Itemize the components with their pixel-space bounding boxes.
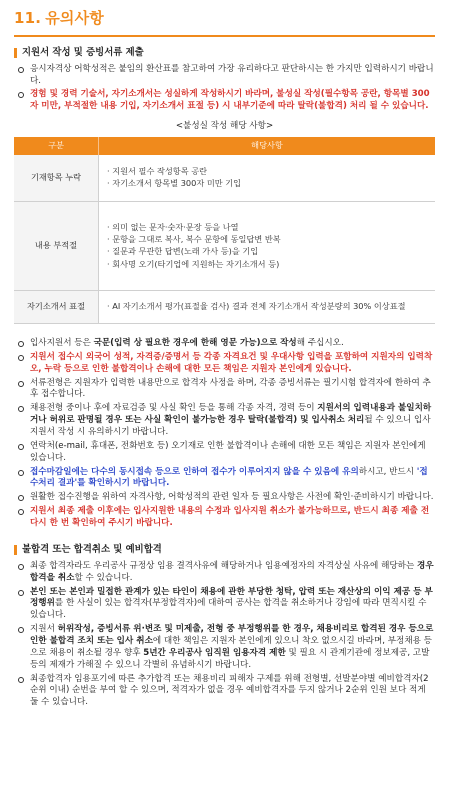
section-marker-icon [14,545,17,555]
table-row-item: · 자기소개서 항목별 300자 미만 기입 [107,178,242,189]
bullet-icon [18,92,24,98]
list-item-text: 응시자격상 어학성적은 붙임의 환산표를 참고하여 가장 유리하다고 판단하시는 한 가지만 입력하시기 바랍니다. [30,63,434,86]
table-row [14,290,435,323]
table-row-items [99,201,436,290]
bullet-icon [18,495,24,501]
table-row-items [99,290,436,323]
list-item-text: 본인 또는 본인과 밀접한 관계가 있는 타인이 채용에 관한 부당한 청탁, 압력 또는 재산상의 이익 제공 등 부정행위를 한 사실이 있는 합격자(부정합격자)에 대하여 공사는 합격을 취소하거나 강임에 따라 면직시킬 수 있습니다. [30,586,433,621]
bullet-icon [18,564,24,570]
section-heading-application [14,47,435,60]
list-item [14,674,435,710]
list-item-text: 입사지원서 등은 국문(입력 상 필요한 경우에 한해 영문 가능)으로 작성해 주십시오. [30,337,344,348]
bullet-icon [18,406,24,412]
table-header-category: 구분 [14,137,99,155]
list-item [14,352,435,376]
bullet-icon [18,444,24,450]
section-marker-icon [14,48,17,58]
list-item-text: 최종합격자 임용포기에 따른 추가합격 또는 채용비리 피해자 구제를 위해 전형별, 선발분야별 예비합격자(2순위 이내) 순번을 부여 할 수 있으며, 적격자가 없을 경우 예비합격자를 두지 않거나 2순위 인원 보다 적게 둘 수 있습니다. [30,673,429,708]
bullet-icon [18,381,24,387]
title-text: 유의사항 [45,9,104,27]
table-row-item: · 질문과 무관한 답변(노래 가사 등)을 기입 [107,246,259,257]
bullet-icon [18,627,24,633]
title-number: 11. [14,9,42,27]
section-heading-disqualification [14,544,435,557]
bullet-icon [18,590,24,596]
list-item-text: 최종 합격자라도 우리공사 규정상 임용 결격사유에 해당하거나 임용예정자의 자격상실 사유에 해당하는 경우 합격을 취소할 수 있습니다. [30,560,434,583]
bullet-icon [18,509,24,515]
list-item-text: 원활한 접수진행을 위하여 자격사항, 어학성적의 관련 일자 등 필요사항은 사전에 확인·준비하시기 바랍니다. [30,492,434,503]
list-item [14,587,435,623]
list-item [14,506,435,530]
list-item [14,338,435,350]
list-item-text: 지원서 접수시 외국어 성적, 자격증/증명서 등 각종 자격요건 및 우대사항 입력을 포함하여 지원자의 입력착오, 누락 등으로 인한 불합격이나 손해에 대한 모든 책임은 지원자 본인에게 있습니다. [30,351,433,374]
bullet-icon [18,67,24,73]
list-item [14,64,435,88]
table-row-item: · 회사명 오기(타기업에 지원하는 자기소개서 등) [107,258,280,269]
list-item [14,441,435,465]
table-caption: <불성실 작성 해당 사항> [175,121,274,132]
list-item-text: 지원서 허위작성, 증빙서류 위·변조 및 미제출, 전형 중 부정행위를 한 경우, 채용비리로 합격된 경우 등으로 인한 불합격 조치 또는 입사 취소에 대한 책임은 지원자 본인에게 있으니 착오 없으시길 바라며, 부정채용 등으로 채용이 취소될 경우 향후 5년간 우리공사 임직원 임용자격 제한 및 필요 시 관계기관에 정보제공, 고발 등의 제재가 가해질 수 있으니 각별히 유념하시기 바랍니다. [30,624,434,670]
list-item-text: 접수마감일에는 다수의 동시접속 등으로 인하여 접수가 이루어지지 않을 수 있음에 유의하시고, 반드시 '접수처리 결과'를 확인하시기 바랍니다. [30,466,428,489]
page-title [14,8,435,37]
table-row-label: 내용 부적절 [14,201,99,290]
insincere-writing-table [14,137,435,324]
list-item-text: 경험 및 경력 기술서, 자기소개서는 성실하게 작성하시기 바라며, 불성실 작성(필수항목 공란, 항목별 300자 미만, 부적절한 내용 기입, 자기소개서 표절 등) 시 내부기준에 따라 탈락(불합격) 처리 될 수 있습니다. [30,89,430,112]
bullet-icon [18,677,24,683]
table-row-label: 자기소개서 표절 [14,290,99,323]
table-row-item: · 지원서 필수 작성항목 공란 [107,166,208,177]
table-row-item: · AI 자기소개서 평가(표절율 검사) 결과 전체 자기소개서 작성분량의 30% 이상표절 [107,301,406,312]
table-row [14,155,435,202]
list-item [14,378,435,402]
bullet-icon [18,355,24,361]
bullet-icon [18,470,24,476]
bullet-icon [18,341,24,347]
table-row [14,201,435,290]
list-item-text: 연락처(e-mail, 휴대폰, 전화번호 등) 오기재로 인한 불합격이나 손해에 대한 모든 책임은 지원자 본인에게 있습니다. [30,440,426,463]
list-item-text: 서류전형은 지원자가 입력한 내용만으로 합격자 사정을 하며, 각종 증빙서류는 필기시험 합격자에 한하여 추후 접수합니다. [30,377,431,400]
table-row-item: · 의미 없는 문자·숫자·문장 등을 나열 [107,221,239,232]
list-item [14,467,435,491]
list-item [14,403,435,439]
table-row-items [99,155,436,202]
list-item-text: 채용전형 중이나 후에 자료검증 및 사실 확인 등을 통해 각종 자격, 경력 등이 지원서의 입력내용과 불일치하거나 허위로 판명될 경우 또는 사실 확인이 불가능한 경우 탈락(불합격) 및 입사취소 처리될 수 있으니 입사지원서 작성 시 유의하시기 바랍니다. [30,403,432,437]
table-row-label: 기재항목 누락 [14,155,99,202]
table-header-row [14,137,435,155]
list-item [14,561,435,585]
table-row-item: · 문항을 그대로 복사, 복수 문항에 동일답변 반복 [107,234,281,245]
list-item-text: 지원서 최종 제출 이후에는 입사지원한 내용의 수정과 입사지원 취소가 불가능하므로, 반드시 최종 제출 전 다시 한 번 확인하여 주시기 바랍니다. [30,506,430,528]
table-header-details: 해당사항 [99,137,436,155]
section-heading-text: 불합격 또는 합격취소 및 예비합격 [22,543,162,555]
list-item [14,89,435,113]
list-item [14,624,435,671]
list-item [14,492,435,504]
section-heading-text: 지원서 작성 및 증빙서류 제출 [22,46,144,58]
